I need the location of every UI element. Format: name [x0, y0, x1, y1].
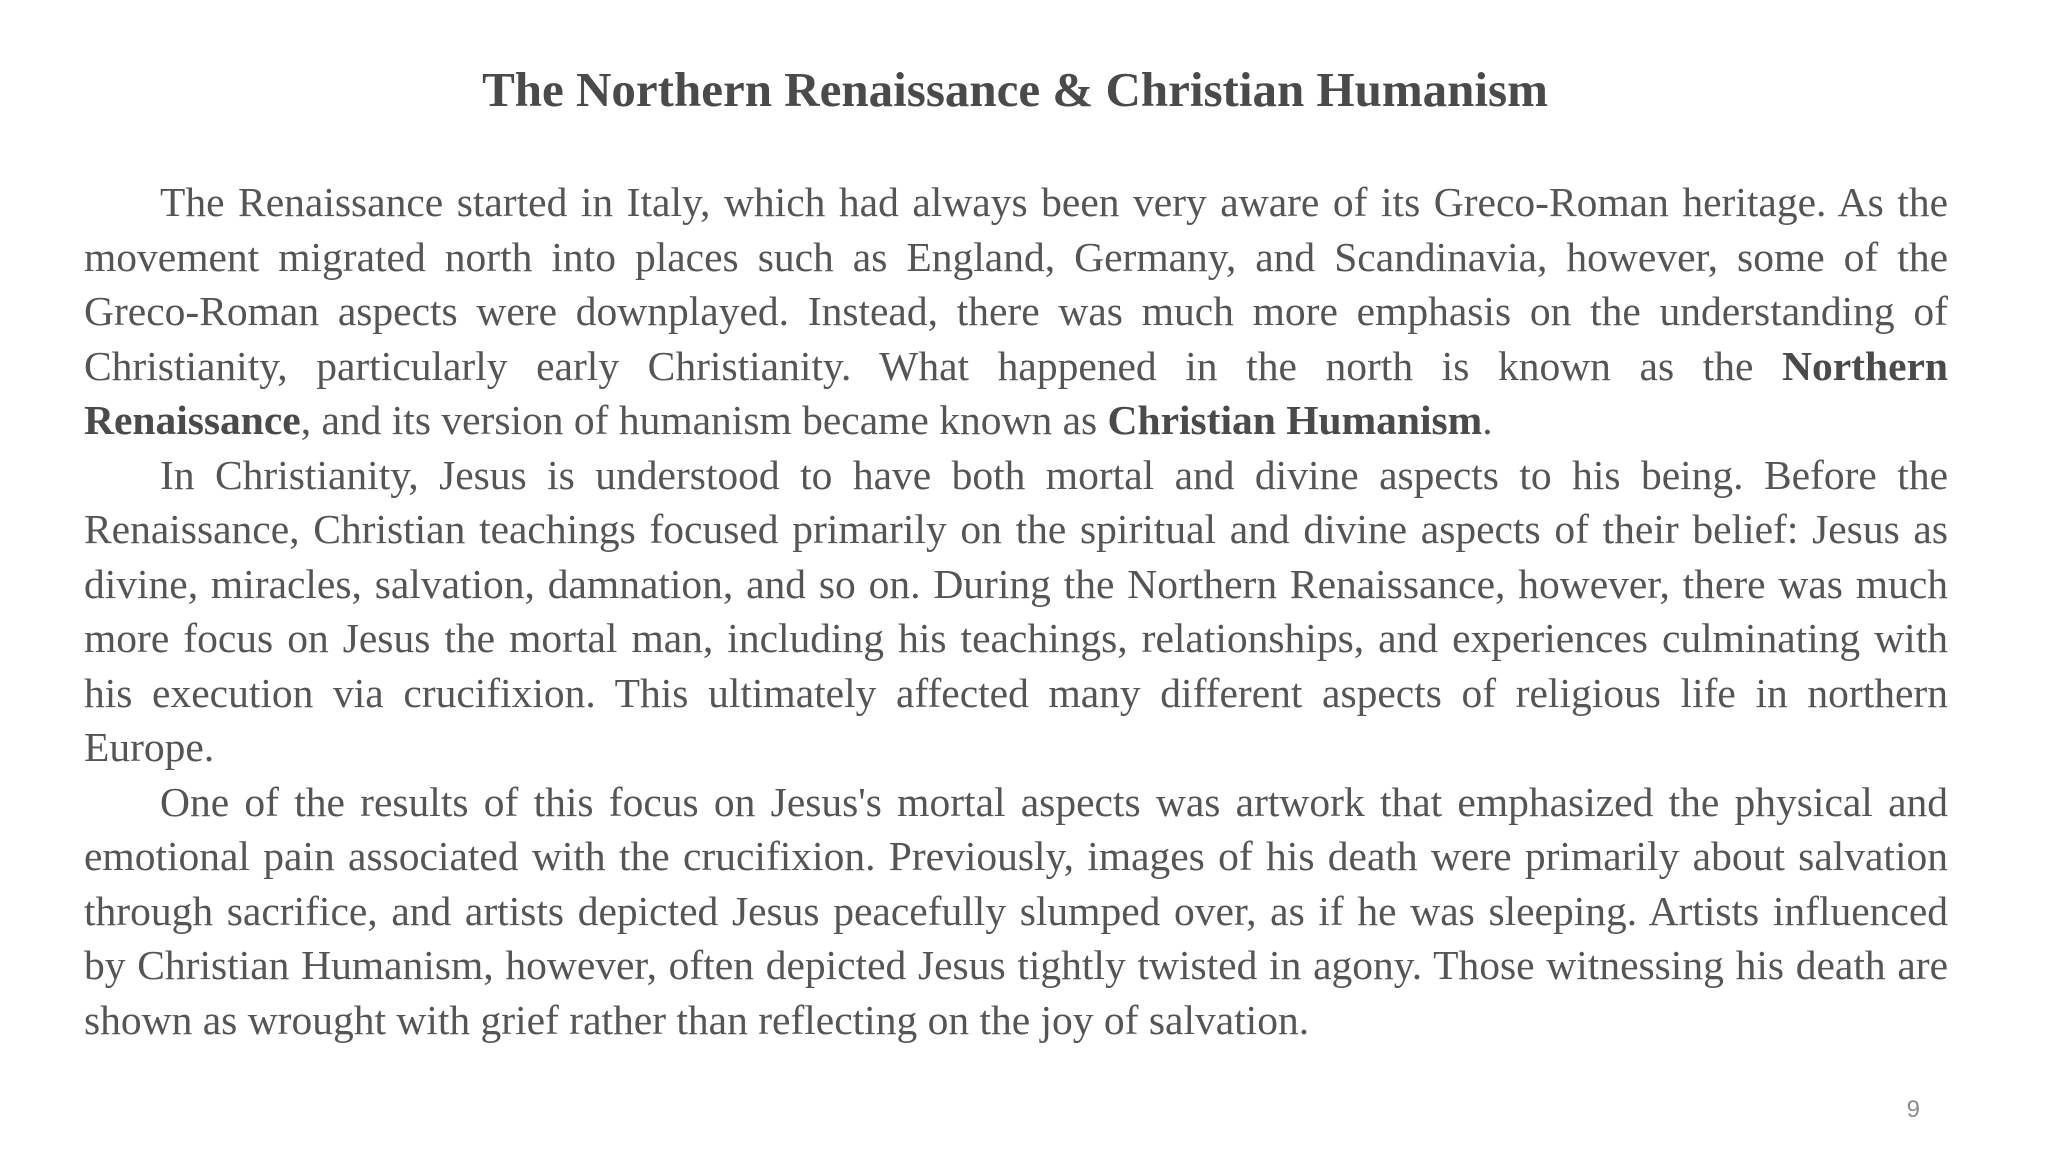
paragraph-2: In Christianity, Jesus is understood to have both mortal and divine aspects to his being. Before the Renaissance, Christian teachings focused primarily on the spiritual and divine aspects of their belief: Jesus as divine, miracles, salvation, damnation, and so on. During the Northern Renaissance, however, there was much more focus on Jesus the mortal man, including his teachings, relationships, and experiences culminating with his execution via crucifixion. This ultimately affected many different aspects of religious life in northern Europe. [84, 451, 1948, 770]
term-christian-humanism: Christian Humanism [1107, 397, 1483, 443]
slide-title: The Northern Renaissance & Christian Humanism [482, 62, 1548, 117]
page-number: 9 [1906, 1096, 1920, 1123]
term-northern-renaissance: Northern Renaissance [84, 342, 1948, 443]
paragraph-1 [84, 175, 1948, 448]
paragraph-1-intro: The Renaissance started in Italy, which had always been very aware of its Greco-Roman heritage. As the movement migrated north into places such as England, Germany, and Scandinavia, however, some of the Greco-Roman aspects were downplayed. Instead, there was much more emphasis on the understanding of Christianity, particularly early Christianity. What happened in the north is known as the [84, 179, 1948, 389]
paragraph-1-middle: , and its version of humanism became known as [300, 397, 1108, 443]
slide-body [84, 175, 1948, 1047]
paragraph-1-end: . [1482, 397, 1493, 443]
paragraph-3: One of the results of this focus on Jesus's mortal aspects was artwork that emphasized the physical and emotional pain associated with the crucifixion. Previously, images of his death were primarily about salvation through sacrifice, and artists depicted Jesus peacefully slumped over, as if he was sleeping. Artists influenced by Christian Humanism, however, often depicted Jesus tightly twisted in agony. Those witnessing his death are shown as wrought with grief rather than reflecting on the joy of salvation. [84, 778, 1948, 1043]
